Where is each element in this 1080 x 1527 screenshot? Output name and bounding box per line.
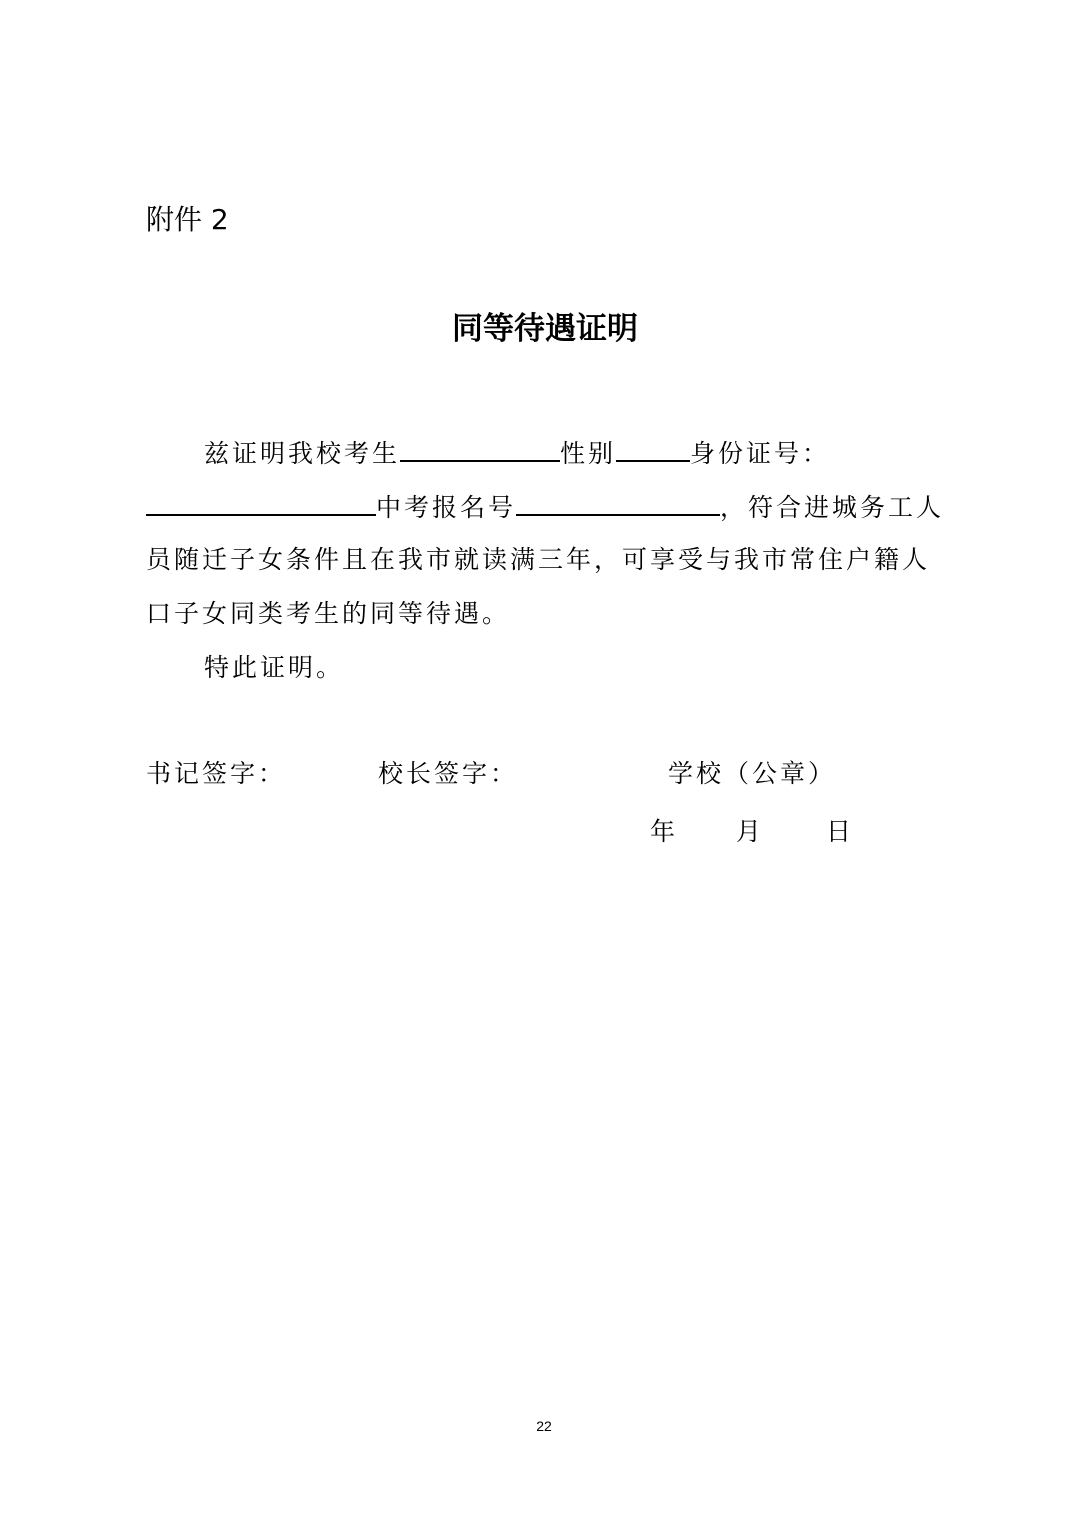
paragraph-line-2 <box>146 488 944 526</box>
paragraph-line-1 <box>204 434 830 472</box>
date-day-label: 日 <box>826 817 852 846</box>
page-number: 22 <box>536 1418 552 1434</box>
text-id-number: 身份证号： <box>690 439 831 468</box>
date-year-label: 年 <box>650 817 676 846</box>
blank-gender <box>616 434 690 462</box>
paragraph-line-4: 口子女同类考生的同等待遇。 <box>146 599 511 628</box>
principal-signature-label: 校长签字： <box>378 759 519 788</box>
text-certify-student: 兹证明我校考生 <box>204 439 401 468</box>
secretary-signature-label: 书记签字： <box>146 759 287 788</box>
document-title: 同等待遇证明 <box>452 311 638 347</box>
blank-id-number <box>146 488 376 516</box>
attachment-label: 附件 2 <box>146 203 229 236</box>
blank-student-name <box>400 434 560 462</box>
paragraph-line-3: 员随迁子女条件且在我市就读满三年，可享受与我市常住户籍人 <box>146 545 931 574</box>
paragraph-closing: 特此证明。 <box>204 653 345 682</box>
text-exam-registration: 中考报名号 <box>376 493 517 522</box>
text-eligibility: ，符合进城务工人 <box>720 493 945 522</box>
blank-exam-registration <box>516 488 720 516</box>
school-seal-label: 学校（公章） <box>668 759 837 788</box>
date-month-label: 月 <box>736 817 762 846</box>
text-gender: 性别 <box>560 439 617 468</box>
